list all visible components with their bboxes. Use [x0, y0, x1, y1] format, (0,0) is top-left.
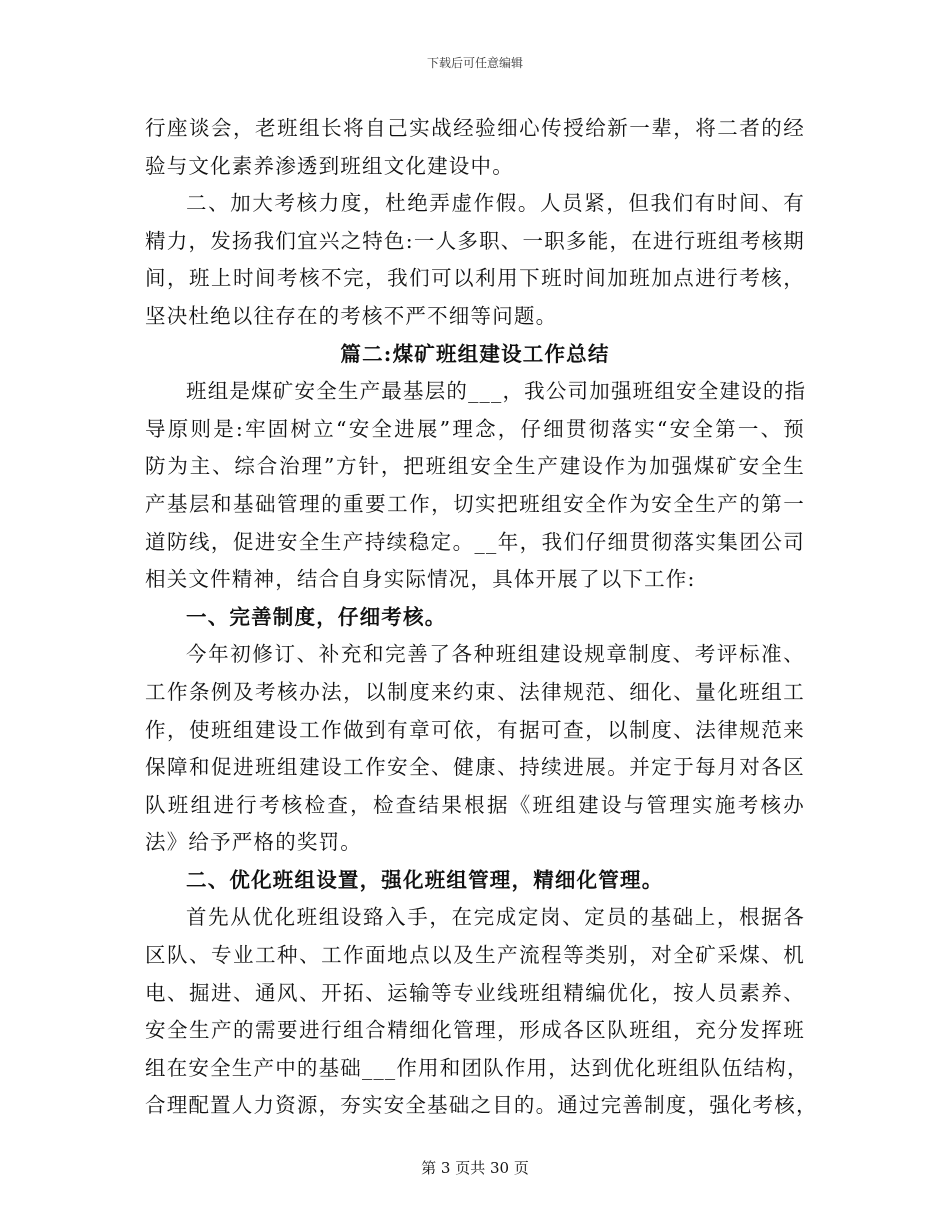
- paragraph-line: 二、加大考核力度，杜绝弄虚作假。人员紧，但我们有时间、有: [186, 191, 805, 216]
- paragraph-line: 队班组进行考核检查，检查结果根据《班组建设与管理实施考核办: [145, 792, 805, 817]
- paragraph-line: 今年初修订、补充和完善了各种班组建设规章制度、考评标准、: [186, 642, 805, 667]
- subsection-heading: 二、优化班组设置，强化班组管理，精细化管理。: [186, 867, 664, 892]
- paragraph-line: 电、掘进、通风、开拓、运输等专业线班组精编优化，按人员素养、: [145, 980, 805, 1005]
- paragraph-line: 法》给予严格的奖罚。: [145, 830, 362, 855]
- paragraph-line: 间，班上时间考核不完，我们可以利用下班时间加班加点进行考核，: [145, 266, 805, 291]
- subsection-heading: 一、完善制度，仔细考核。: [186, 604, 447, 629]
- paragraph-line: 班组是煤矿安全生产最基层的___，我公司加强班组安全建设的指: [186, 379, 807, 404]
- paragraph-line: 保障和促进班组建设工作安全、健康、持续进展。并定于每月对各区: [145, 755, 805, 780]
- paragraph-line: 合理配置人力资源，夯实安全基础之目的。通过完善制度，强化考核，: [145, 1093, 818, 1118]
- page-header: 下载后可任意编辑: [426, 56, 523, 70]
- paragraph-line: 产基层和基础管理的重要工作，切实把班组安全作为安全生产的第一: [145, 491, 805, 516]
- paragraph-line: 验与文化素养渗透到班组文化建设中。: [145, 153, 514, 178]
- paragraph-line: 首先从优化班组设臵入手，在完成定岗、定员的基础上，根据各: [186, 905, 805, 930]
- paragraph-line: 坚决杜绝以往存在的考核不严不细等问题。: [145, 303, 558, 328]
- paragraph-line: 安全生产的需要进行组合精细化管理，形成各区队班组，充分发挥班: [145, 1018, 805, 1043]
- page-footer: 第 3 页共 30 页: [421, 1159, 529, 1177]
- paragraph-line: 区队、专业工种、工作面地点以及生产流程等类别，对全矿采煤、机: [145, 943, 805, 968]
- paragraph-line: 工作条例及考核办法，以制度来约束、法律规范、细化、量化班组工: [145, 679, 805, 704]
- section-heading: 篇二:煤矿班组建设工作总结: [340, 341, 610, 366]
- paragraph-line: 组在安全生产中的基础___作用和团队作用，达到优化班组队伍结构，: [145, 1055, 809, 1080]
- document-body: [145, 110, 818, 1125]
- paragraph-line: 相关文件精神，结合自身实际情况，具体开展了以下工作:: [145, 567, 696, 592]
- paragraph-line: 精力，发扬我们宜兴之特色:一人多职、一职多能，在进行班组考核期: [145, 228, 805, 253]
- paragraph-line: 防为主、综合治理”方针，把班组安全生产建设作为加强煤矿安全生: [145, 454, 805, 479]
- paragraph-line: 作，使班组建设工作做到有章可依，有据可查，以制度、法律规范来: [145, 717, 805, 742]
- paragraph-line: 导原则是:牢固树立“安全进展”理念，仔细贯彻落实“安全第一、预: [145, 416, 805, 441]
- paragraph-line: 行座谈会，老班组长将自己实战经验细心传授给新一辈，将二者的经: [145, 116, 805, 140]
- paragraph-line: 道防线，促进安全生产持续稳定。__年，我们仔细贯彻落实集团公司: [145, 529, 805, 554]
